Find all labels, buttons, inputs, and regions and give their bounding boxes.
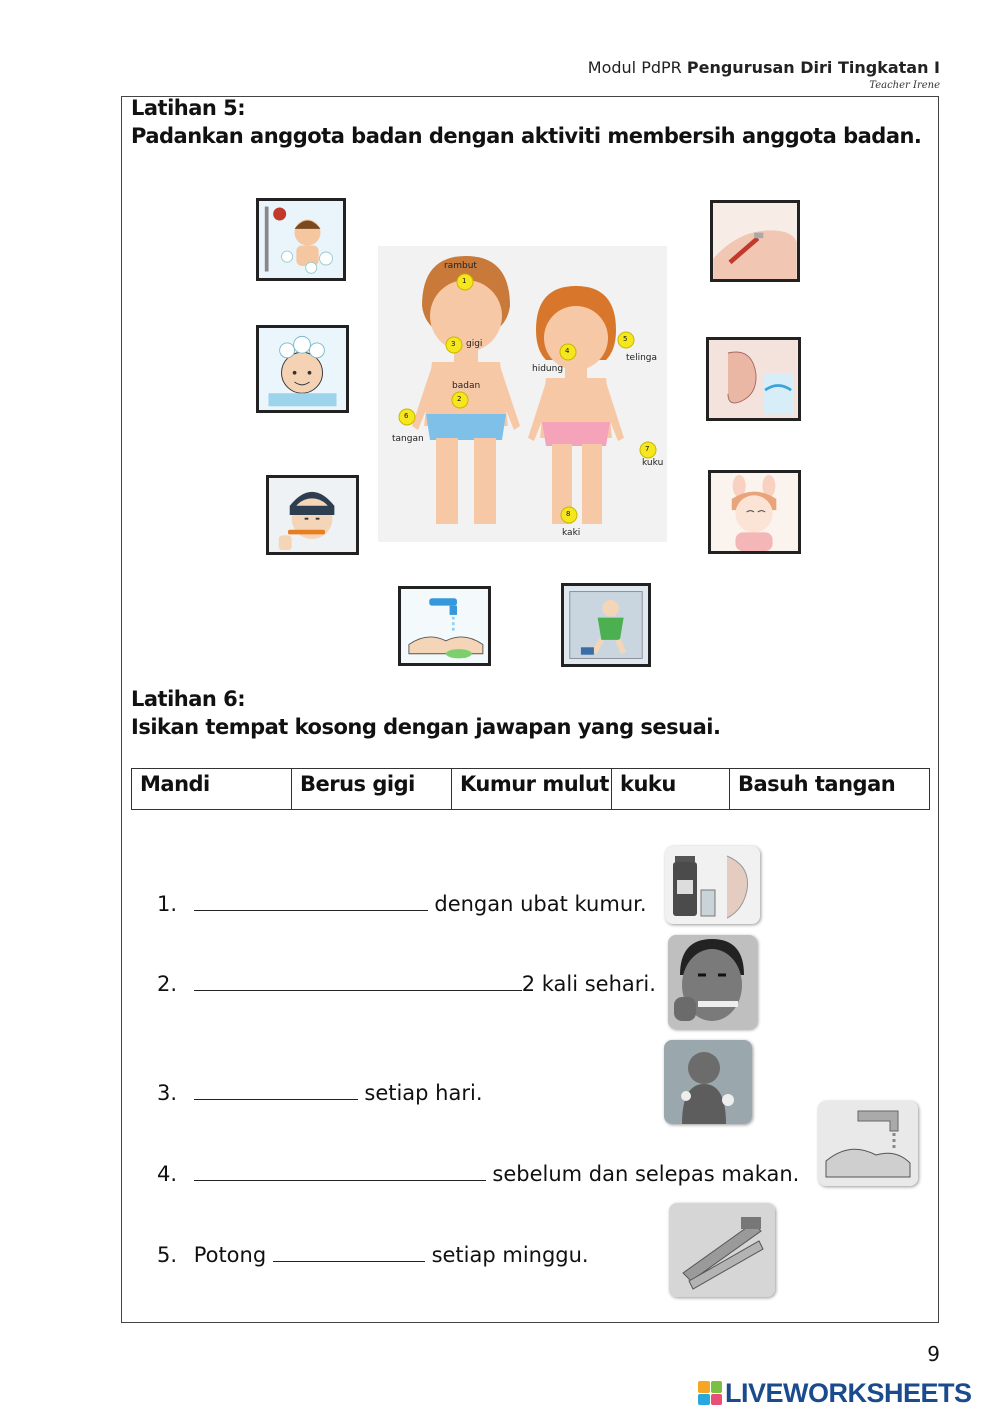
body-number-5: 5 — [623, 335, 628, 343]
body-parts-illustration — [378, 246, 667, 542]
answer-blank-3[interactable] — [194, 1081, 358, 1100]
latihan6-instruction: Isikan tempat kosong dengan jawapan yang sesuai. — [131, 715, 721, 739]
tap-icon — [401, 589, 488, 663]
body-label-telinga: telinga — [626, 353, 657, 363]
body-number-3: 3 — [451, 340, 456, 348]
question-text-pre: Potong — [193, 1243, 267, 1267]
answer-blank-2[interactable] — [194, 972, 522, 991]
word-bank-cell: Kumur mulut — [452, 769, 612, 809]
photo-nail-clipper — [669, 1203, 775, 1297]
answer-blank-5[interactable] — [273, 1243, 425, 1262]
photo-washing-hands — [818, 1101, 918, 1186]
children-body-icon — [378, 246, 667, 542]
photo-brushing-teeth — [668, 935, 757, 1029]
question-number: 5. — [157, 1243, 178, 1267]
question-2 — [157, 972, 656, 996]
activity-image-wash-hands[interactable] — [398, 586, 491, 666]
nail-clipper-icon — [713, 203, 797, 279]
word-bank-cell: kuku — [612, 769, 730, 809]
wash-face-icon — [711, 473, 798, 551]
latihan5-title: Latihan 5: — [131, 96, 246, 120]
activity-image-cut-nails[interactable] — [710, 200, 800, 282]
body-label-rambut: rambut — [444, 261, 477, 271]
wash-feet-icon — [564, 586, 648, 664]
body-label-gigi: gigi — [466, 339, 483, 349]
brand-name: LIVEWORKSHEETS — [725, 1377, 972, 1408]
body-number-2: 2 — [457, 395, 462, 403]
body-number-4: 4 — [565, 347, 570, 355]
photo-mouthwash — [665, 846, 760, 924]
question-number: 4. — [157, 1162, 178, 1186]
question-number: 2. — [157, 972, 178, 996]
shower-icon — [259, 201, 343, 278]
liveworksheets-logo[interactable] — [698, 1378, 972, 1408]
word-bank-cell: Berus gigi — [292, 769, 452, 809]
body-number-8: 8 — [566, 510, 571, 518]
toothbrush-icon — [269, 478, 356, 552]
teacher-name: Teacher Irene — [869, 80, 940, 91]
latihan6-title: Latihan 6: — [131, 687, 246, 711]
word-bank-cell: Basuh tangan — [738, 772, 896, 796]
answer-blank-4[interactable] — [194, 1162, 486, 1181]
clipper-icon — [669, 1203, 775, 1297]
page-number: 9 — [927, 1342, 940, 1366]
activity-image-clean-ear[interactable] — [706, 337, 801, 421]
question-text: 2 kali sehari. — [521, 972, 656, 996]
activity-image-shower[interactable] — [256, 198, 346, 281]
word-bank-cell: Mandi — [132, 769, 292, 809]
body-label-badan: badan — [452, 381, 481, 391]
module-prefix: Modul PdPR — [587, 58, 682, 77]
photo-bathing — [664, 1040, 752, 1124]
body-number-7: 7 — [645, 445, 650, 453]
question-number: 1. — [157, 892, 178, 916]
question-text: dengan ubat kumur. — [434, 892, 647, 916]
word-bank-table — [131, 768, 930, 810]
question-number: 3. — [157, 1081, 178, 1105]
mouthwash-icon — [665, 846, 760, 924]
body-number-1: 1 — [462, 277, 467, 285]
handwash-icon — [818, 1101, 918, 1186]
body-number-6: 6 — [404, 412, 409, 420]
module-title: Pengurusan Diri Tingkatan I — [686, 58, 940, 77]
activity-image-brush-teeth[interactable] — [266, 475, 359, 555]
body-label-tangan: tangan — [392, 434, 424, 444]
activity-image-wash-hair[interactable] — [256, 325, 349, 413]
question-5 — [157, 1243, 589, 1267]
module-header — [588, 58, 940, 77]
question-text: setiap hari. — [364, 1081, 483, 1105]
question-4 — [157, 1162, 799, 1186]
question-text: sebelum dan selepas makan. — [492, 1162, 800, 1186]
ear-icon — [709, 340, 798, 418]
activity-image-wash-face[interactable] — [708, 470, 801, 554]
body-label-kuku: kuku — [642, 458, 664, 468]
question-1 — [157, 892, 647, 916]
question-3 — [157, 1081, 483, 1105]
body-label-hidung: hidung — [532, 364, 564, 374]
question-text: setiap minggu. — [431, 1243, 589, 1267]
wash-hair-icon — [259, 328, 346, 410]
boy-brushing-icon — [668, 935, 757, 1029]
logo-mark-icon — [698, 1381, 722, 1405]
bathing-child-icon — [664, 1040, 752, 1124]
answer-blank-1[interactable] — [194, 892, 428, 911]
latihan5-instruction: Padankan anggota badan dengan aktiviti membersih anggota badan. — [131, 124, 922, 148]
body-label-kaki: kaki — [562, 528, 581, 538]
activity-image-wash-feet[interactable] — [561, 583, 651, 667]
